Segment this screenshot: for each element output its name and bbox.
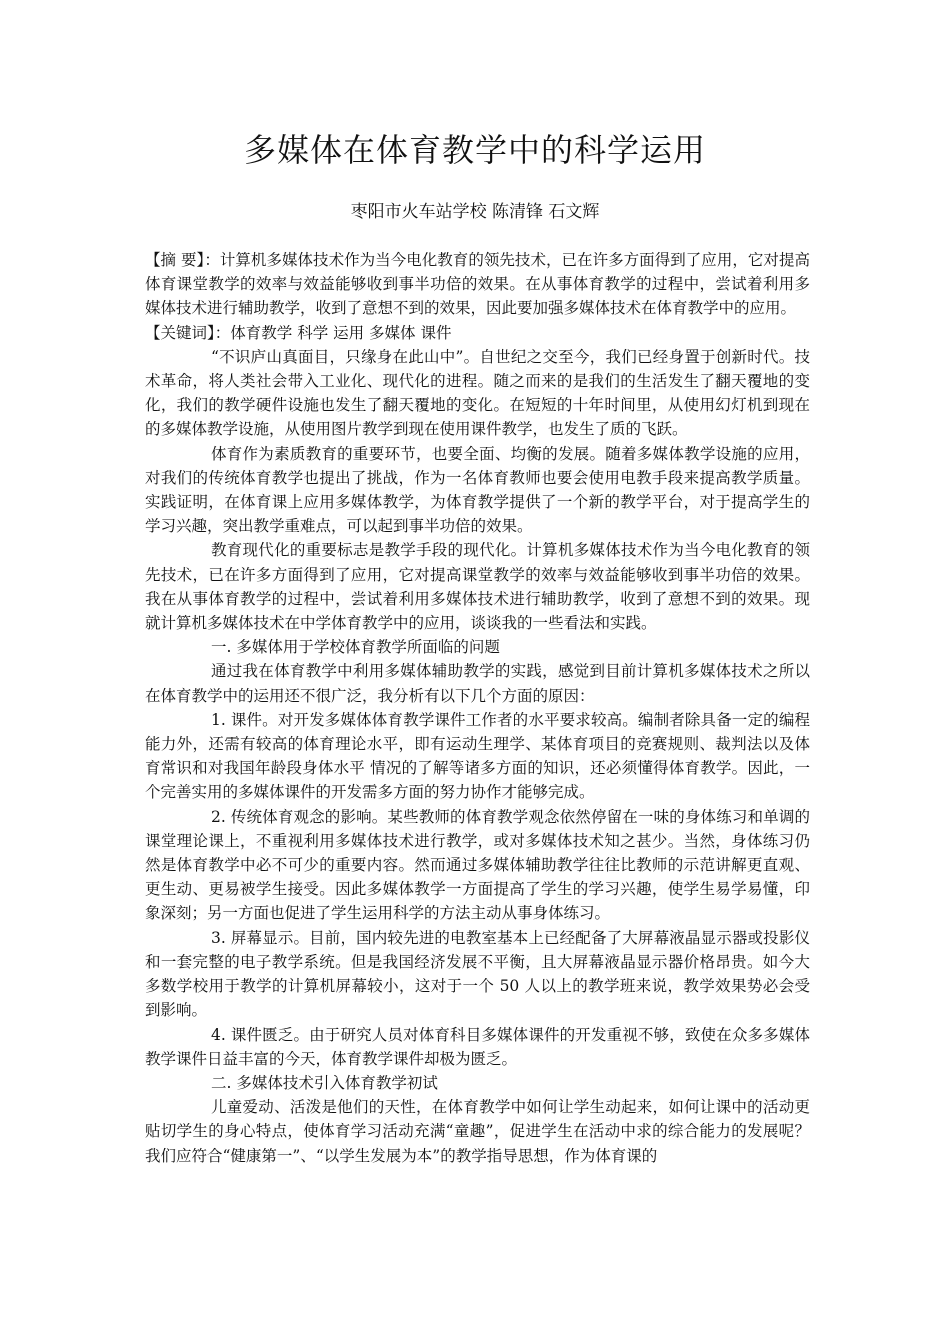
section-heading: 二. 多媒体技术引入体育教学初试 xyxy=(211,1073,438,1092)
body-paragraph: “不识庐山真面目，只缘身在此山中”。自世纪之交至今，我们已经身置于创新时代。技术革命，将人类社会带入工业化、现代化的进程。随之而来的是我们的生活发生了翻天覆地的变化，我们的教学硬件设施也发生了翻天覆地的变化。在短短的十年时间里，从使用幻灯机到现在的多媒体教学设施，从使用图片教学到现在使用课件教学，也发生了质的飞跃。 xyxy=(145,347,810,439)
document-body xyxy=(145,248,810,1168)
section-heading: 一. 多媒体用于学校体育教学所面临的问题 xyxy=(211,638,500,657)
body-paragraph: 体育作为素质教育的重要环节，也要全面、均衡的发展。随着多媒体教学设施的应用，对我们的传统体育教学也提出了挑战，作为一名体育教师也要会使用电教手段来提高教学质量。实践证明，在体育课上应用多媒体教学，为体育教学提供了一个新的教学平台，对于提高学生的学习兴趣，突出教学重难点，可以起到事半功倍的效果。 xyxy=(145,444,810,536)
keywords-label: 【关键词】 xyxy=(145,323,215,342)
numbered-paragraph: 3. 屏幕显示。目前，国内较先进的电教室基本上已经配备了大屏幕液晶显示器或投影仪和一套完整的电子教学系统。但是我国经济发展不平衡，且大屏幕液晶显示器价格昂贵。如今大多数学校用于教学的计算机屏幕较小，这对于一个 50 人以上的教学班来说，教学效果势必会受到影响。 xyxy=(145,928,810,1020)
numbered-paragraph: 4. 课件匮乏。由于研究人员对体育科目多媒体课件的开发重视不够，致使在众多多媒体教学课件日益丰富的今天，体育教学课件却极为匮乏。 xyxy=(145,1025,810,1068)
keywords-paragraph xyxy=(145,321,810,345)
body-paragraph: 教育现代化的重要标志是教学手段的现代化。计算机多媒体技术作为当今电化教育的领先技术，已在许多方面得到了应用，它对提高课堂教学的效率与效益能够收到事半功倍的效果。我在从事体育教学的过程中，尝试着利用多媒体技术进行辅助教学，收到了意想不到的效果。现就计算机多媒体技术在中学体育教学中的应用，谈谈我的一些看法和实践。 xyxy=(145,541,810,633)
abstract-paragraph xyxy=(145,248,810,321)
keywords-text: ：体育教学 科学 运用 多媒体 课件 xyxy=(214,323,452,342)
body-paragraph: 儿童爱动、活泼是他们的天性，在体育教学中如何让学生动起来，如何让课中的活动更贴切学生的身心特点，使体育学习活动充满“童趣”，促进学生在活动中求的综合能力的发展呢？我们应符合“健康第一”、“以学生发展为本”的教学指导思想，作为体育课的 xyxy=(145,1098,810,1165)
abstract-text: ：计算机多媒体技术作为当今电化教育的领先技术，已在许多方面得到了应用，它对提高体育课堂教学的效率与效益能够收到事半功倍的效果。在从事体育教学的过程中，尝试着利用多媒体技术进行辅助教学，收到了意想不到的效果，因此要加强多媒体技术在体育教学中的应用。 xyxy=(145,251,810,318)
author-line: 枣阳市火车站学校 陈清锋 石文辉 xyxy=(350,202,600,222)
numbered-paragraph: 1. 课件。对开发多媒体体育教学课件工作者的水平要求较高。编制者除具备一定的编程能力外，还需有较高的体育理论水平，即有运动生理学、某体育项目的竞赛规则、裁判法以及体育常识和对我国年龄段身体水平 情况的了解等诸多方面的知识，还必须懂得体育教学。因此，一个完善实用的多媒体课件的开发需多方面的努力协作才能够完成。 xyxy=(145,710,810,802)
body-paragraph: 通过我在体育教学中利用多媒体辅助教学的实践，感觉到目前计算机多媒体技术之所以在体育教学中的运用还不很广泛，我分析有以下几个方面的原因： xyxy=(145,662,810,705)
document-title: 多媒体在体育教学中的科学运用 xyxy=(243,131,706,169)
abstract-label: 【摘 要】 xyxy=(145,251,205,269)
numbered-paragraph: 2. 传统体育观念的影响。某些教师的体育教学观念依然停留在一味的身体练习和单调的课堂理论课上，不重视利用多媒体技术进行教学，或对多媒体技术知之甚少。当然，身体练习仍然是体育教学中必不可少的重要内容。然而通过多媒体辅助教学往往比教师的示范讲解更直观、更生动、更易被学生接受。因此多媒体教学一方面提高了学生的学习兴趣，使学生易学易懂，印象深刻；另一方面也促进了学生运用科学的方法主动从事身体练习。 xyxy=(145,807,810,923)
